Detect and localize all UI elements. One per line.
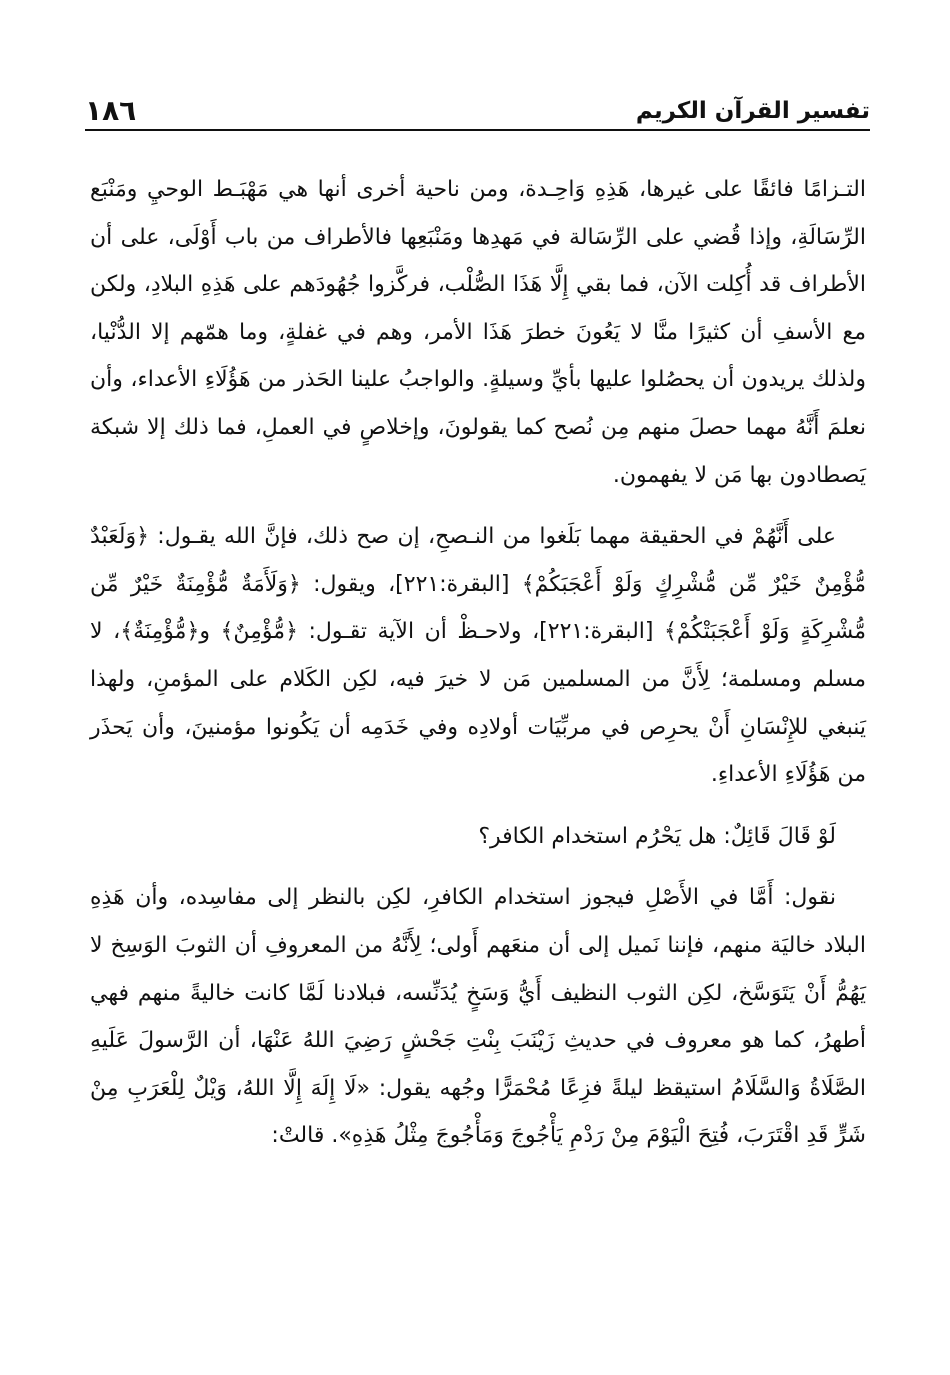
body-text xyxy=(90,166,866,1160)
question-line: لَوْ قَالَ قَائِلٌ: هل يَحْرُم استخدام الكافر؟ xyxy=(478,823,836,849)
header-rule xyxy=(85,129,870,131)
paragraph: التـزامًا فائقًا على غيرها، هَذِهِ وَاحِـدة، ومن ناحية أخرى أنها هي مَهْبَـط الوحيِ ومَنْبَع الرِّسَالَةِ، وإذا قُضي على الرِّسَالة في مَهدِها ومَنْبَعِها فالأطراف من باب أَوْلَى، على أن الأطراف قد أُكِلت الآن، فما بقي إِلَّا هَذَا الصُّلْب، فركَّزوا جُهُودَهم على هَذِهِ البلادِ، ولكن مع الأسفِ أن كثيرًا منَّا لا يَعُونَ خطرَ هَذَا الأمر، وهم في غفلةٍ، وما همّهم إلا الدُّنْيا، ولذلك يريدون أن يحصُلوا عليها بأيِّ وسيلةٍ. والواجبُ علينا الحَذر من هَؤُلَاءِ الأعداء، وأن نعلمَ أَنَّهُ مهما حصلَ منهم مِن نُصح كما يقولونَ، وإخلاصٍ في العملِ، فما ذلك إلا شبكة يَصطادون بها مَن لا يفهمون. xyxy=(90,177,866,488)
running-title: تفسير القرآن الكريم xyxy=(635,98,870,124)
paragraph: على أَنَّهُمْ في الحقيقة مهما بَلَغوا من النـصحِ، إن صح ذلك، فإنَّ الله يقـول: ﴿وَلَعَبْدٌ مُّؤْمِنٌ خَيْرٌ مِّن مُّشْرِكٍ وَلَوْ أَعْجَبَكُمْ﴾ [البقرة:٢٢١]، ويقول: ﴿وَلَأَمَةٌ مُّؤْمِنَةٌ خَيْرٌ مِّن مُّشْرِكَةٍ وَلَوْ أَعْجَبَتْكُمْ﴾ [البقرة:٢٢١]، ولاحـظْ أن الآية تقـول: ﴿مُّؤْمِنٌ﴾ و﴿مُّؤْمِنَةٌ﴾، لا مسلم ومسلمة؛ لِأَنَّ من المسلمين مَن لا خيرَ فيه، لكِن الكَلام على المؤمنِ، ولهذا يَنبغي للإِنْسَانِ أَنْ يحرِص في مربِّيَات أولادِه وفي خَدَمِه أن يَكُونوا مؤمنينَ، وأن يَحذَر من هَؤُلَاءِ الأعداءِ. xyxy=(90,524,867,788)
page-number: ١٨٦ xyxy=(85,94,137,127)
page-header xyxy=(85,92,870,128)
paragraph: نقول: أَمَّا في الأَصْلِ فيجوز استخدام الكافرِ، لكِن بالنظر إلى مفاسِده، وأن هَذِهِ البلاد خاليَة منهم، فإننا نَميل إلى أن منعَهم أَولى؛ لِأَنَّهُ من المعروفِ أن الثوبَ الوَسِخ لا يَهُمُّ أَنْ يَتَوَسَّخ، لكِن الثوب النظيف أَيُّ وَسَخٍ يُدَنِّسه، فبلادنا لَمَّا كانت خاليةً منهم فهي أطهرُ، كما هو معروف في حديثِ زَيْنَبَ بِنْتِ جَحْشٍ رَضِيَ اللهُ عَنْهَا، أن الرَّسولَ عَلَيهِ الصَّلَاةُ وَالسَّلَامُ استيقظ ليلةً فزِعًا مُحْمَرًّا وجُهه يقول: «لَا إِلَهَ إِلَّا اللهُ، وَيْلٌ لِلْعَرَبِ مِنْ شَرٍّ قَدِ اقْتَرَبَ، فُتِحَ الْيَوْمَ مِنْ رَدْمِ يَأْجُوجَ وَمَأْجُوجَ مِثْلُ هَذِهِ». قالتْ: xyxy=(90,885,866,1149)
